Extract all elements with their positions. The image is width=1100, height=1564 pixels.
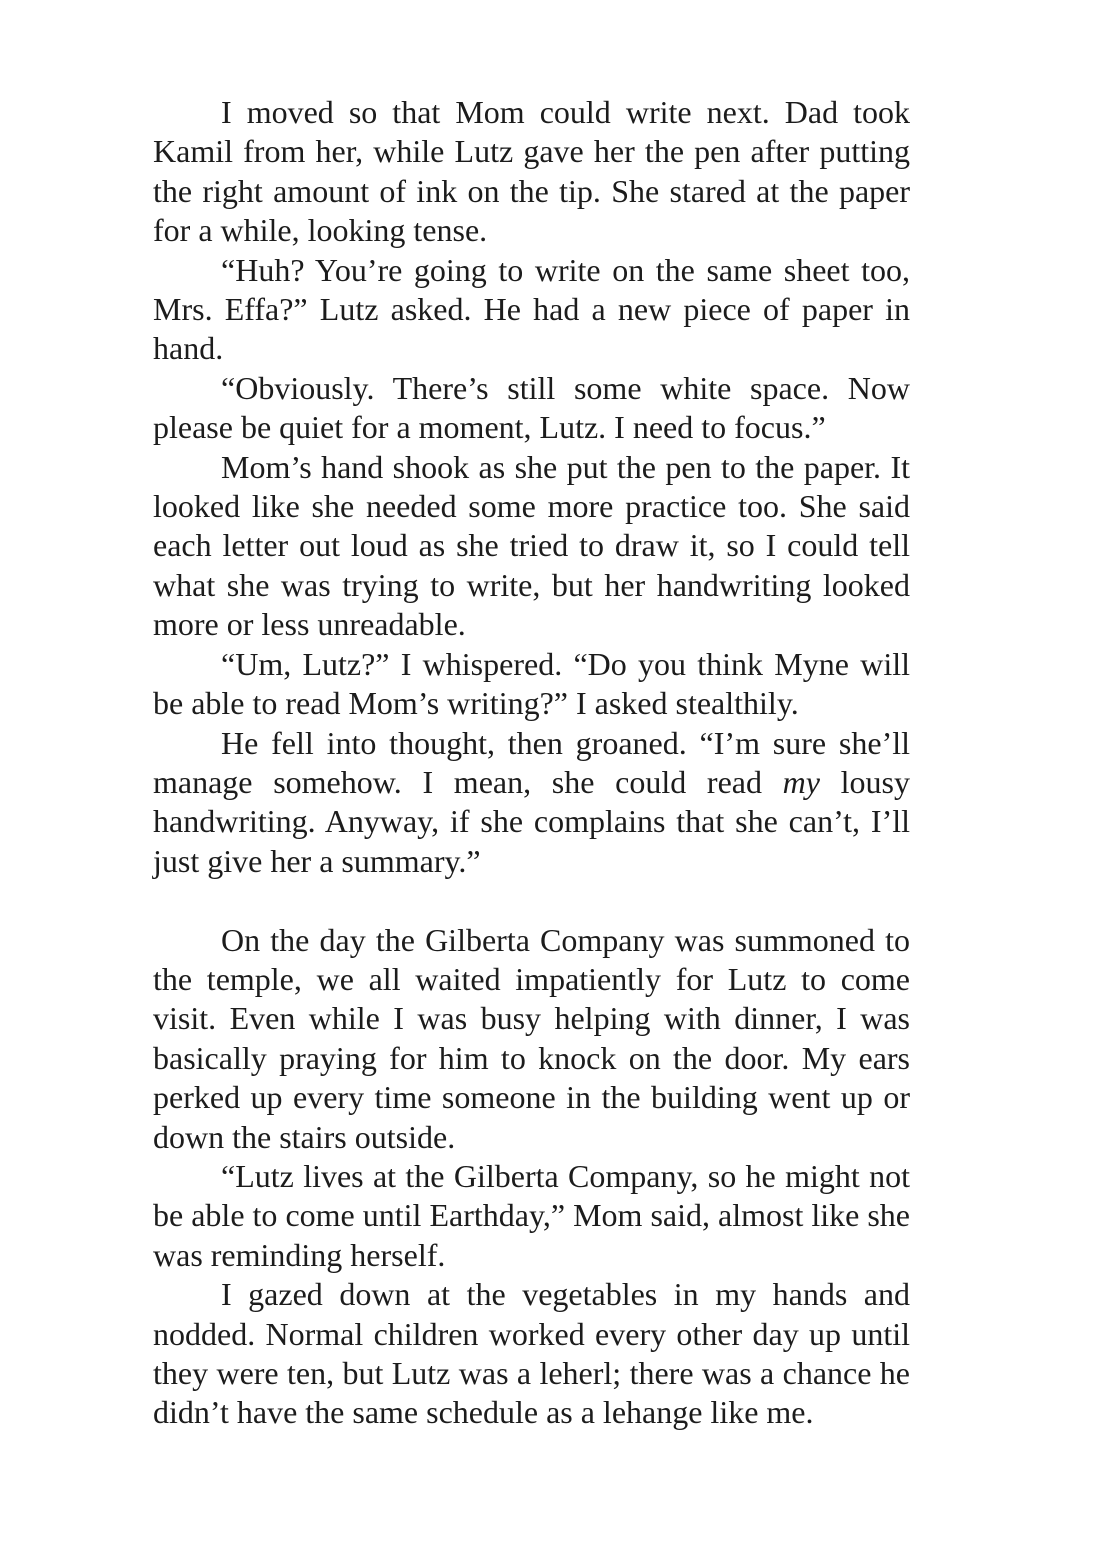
paragraph: “Um, Lutz?” I whispered. “Do you think Myne will be able to read Mom’s writing?” I asked stealthily. <box>153 645 910 722</box>
paragraph <box>153 724 910 882</box>
paragraph: “Huh? You’re going to write on the same sheet too, Mrs. Effa?” Lutz asked. He had a new piece of paper in hand. <box>153 251 910 367</box>
paragraph: I moved so that Mom could write next. Dad took Kamil from her, while Lutz gave her the pen after putting the right amount of ink on the tip. She stared at the paper for a while, looking tense. <box>153 94 910 249</box>
page-body <box>153 93 910 1433</box>
paragraph: I gazed down at the vegetables in my hands and nodded. Normal children worked every other day up until they were ten, but Lutz was a leherl; there was a chance he didn’t have the same schedule as a lehange like me. <box>153 1276 910 1431</box>
paragraph: “Obviously. There’s still some white space. Now please be quiet for a moment, Lutz. I need to focus.” <box>153 369 910 446</box>
paragraph: “Lutz lives at the Gilberta Company, so he might not be able to come until Earthday,” Mom said, almost like she was reminding herself. <box>153 1157 910 1273</box>
emphasis-text: my <box>782 763 820 800</box>
paragraph-text: He fell into thought, then groaned. “I’m sure she’ll manage somehow. I mean, she could read <box>153 724 910 800</box>
paragraph: Mom’s hand shook as she put the pen to the paper. It looked like she needed some more practice too. She said each letter out loud as she tried to draw it, so I could tell what she was trying to write, but her handwriting looked more or less unreadable. <box>153 448 910 643</box>
scene-break <box>153 881 910 920</box>
paragraph-text: lousy handwriting. Anyway, if she complains that she can’t, I’ll just give her a summary.” <box>153 763 910 879</box>
paragraph: On the day the Gilberta Company was summoned to the temple, we all waited impatiently for Lutz to come visit. Even while I was busy helping with dinner, I was basically praying for him to knock on the door. My ears perked up every time someone in the building went up or down the stairs outside. <box>153 921 910 1155</box>
